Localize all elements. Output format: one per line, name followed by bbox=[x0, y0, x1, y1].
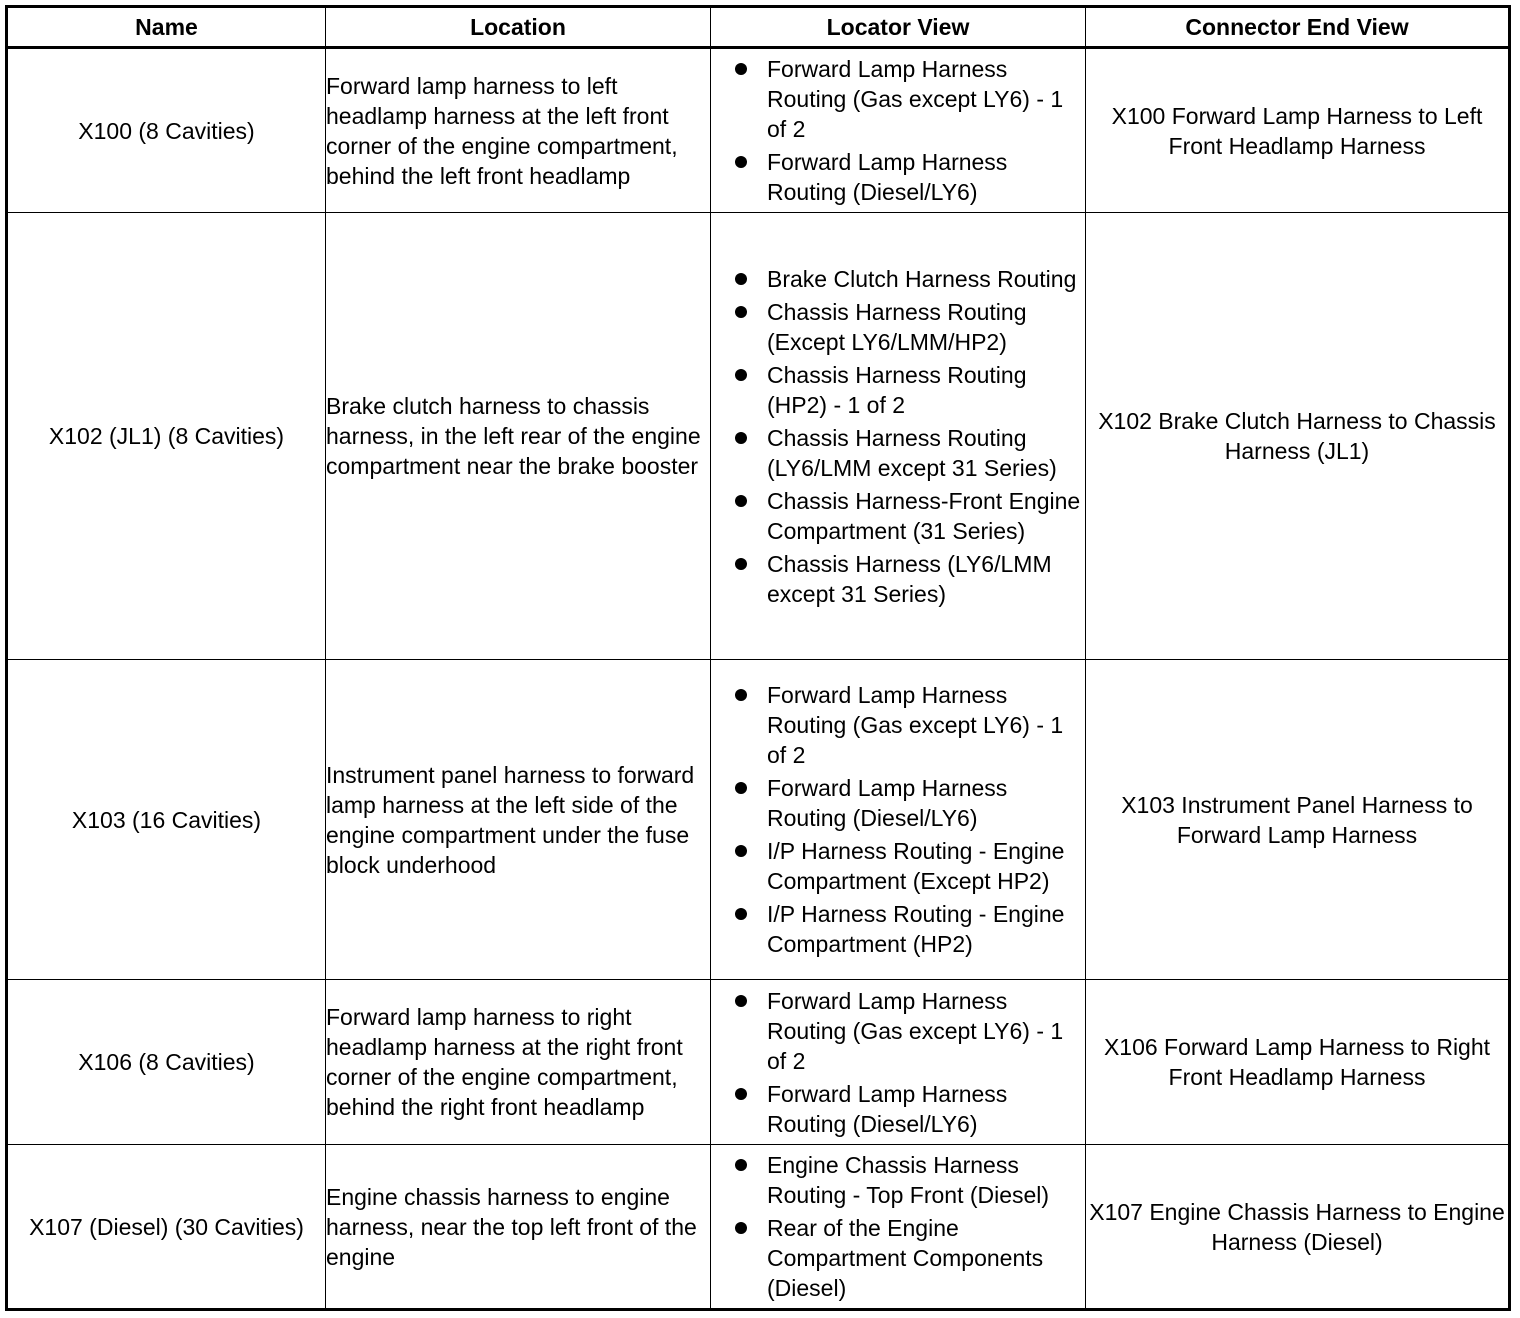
locator-view-cell bbox=[711, 660, 1086, 980]
locator-view-label: Brake Clutch Harness Routing bbox=[767, 265, 1077, 292]
locator-view-item[interactable] bbox=[711, 297, 1085, 357]
locator-view-item[interactable] bbox=[711, 773, 1085, 833]
connector-end-view[interactable]: X100 Forward Lamp Harness to Left Front Headlamp Harness bbox=[1086, 48, 1510, 213]
locator-view-item[interactable] bbox=[711, 680, 1085, 770]
locator-view-item[interactable] bbox=[711, 986, 1085, 1076]
header-name: Name bbox=[7, 7, 326, 48]
bullet-icon bbox=[735, 845, 747, 857]
bullet-icon bbox=[735, 156, 747, 168]
locator-view-cell bbox=[711, 980, 1086, 1145]
locator-view-cell bbox=[711, 48, 1086, 213]
bullet-icon bbox=[735, 1088, 747, 1100]
locator-view-label: Chassis Harness-Front Engine Compartment (31 Series) bbox=[767, 487, 1081, 544]
locator-view-label: Chassis Harness Routing (HP2) - 1 of 2 bbox=[767, 361, 1027, 418]
bullet-icon bbox=[735, 908, 747, 920]
bullet-icon bbox=[735, 558, 747, 570]
connector-table bbox=[5, 5, 1511, 1311]
bullet-icon bbox=[735, 369, 747, 381]
locator-view-item[interactable] bbox=[711, 1079, 1085, 1139]
connector-name: X100 (8 Cavities) bbox=[7, 48, 326, 213]
locator-view-label: Rear of the Engine Compartment Components (Diesel) bbox=[767, 1215, 1044, 1301]
locator-view-label: Chassis Harness Routing (Except LY6/LMM/HP2) bbox=[767, 298, 1027, 355]
connector-end-view[interactable]: X102 Brake Clutch Harness to Chassis Harness (JL1) bbox=[1086, 213, 1510, 660]
connector-name: X103 (16 Cavities) bbox=[7, 660, 326, 980]
locator-view-cell bbox=[711, 1145, 1086, 1310]
header-row bbox=[7, 7, 1510, 48]
locator-view-item[interactable] bbox=[711, 423, 1085, 483]
locator-view-cell bbox=[711, 213, 1086, 660]
locator-view-label: Forward Lamp Harness Routing (Diesel/LY6) bbox=[767, 1080, 1008, 1137]
locator-view-item[interactable] bbox=[711, 486, 1085, 546]
locator-view-list bbox=[711, 264, 1085, 609]
locator-view-label: Forward Lamp Harness Routing (Gas except LY6) - 1 of 2 bbox=[767, 682, 1064, 768]
locator-view-item[interactable] bbox=[711, 836, 1085, 896]
connector-end-view[interactable]: X107 Engine Chassis Harness to Engine Harness (Diesel) bbox=[1086, 1145, 1510, 1310]
locator-view-list bbox=[711, 1150, 1085, 1303]
connector-name: X107 (Diesel) (30 Cavities) bbox=[7, 1145, 326, 1310]
table-row bbox=[7, 213, 1510, 660]
locator-view-item[interactable] bbox=[711, 549, 1085, 609]
bullet-icon bbox=[735, 995, 747, 1007]
locator-view-item[interactable] bbox=[711, 147, 1085, 207]
header-connector-end-view: Connector End View bbox=[1086, 7, 1510, 48]
locator-view-label: Forward Lamp Harness Routing (Diesel/LY6) bbox=[767, 775, 1008, 831]
bullet-icon bbox=[735, 306, 747, 318]
connector-location: Instrument panel harness to forward lamp harness at the left side of the engine compartment under the fuse block underhood bbox=[326, 660, 711, 980]
bullet-icon bbox=[735, 782, 747, 794]
locator-view-label: Forward Lamp Harness Routing (Gas except LY6) - 1 of 2 bbox=[767, 56, 1064, 142]
bullet-icon bbox=[735, 495, 747, 507]
bullet-icon bbox=[735, 1159, 747, 1171]
table-row bbox=[7, 980, 1510, 1145]
connector-location: Engine chassis harness to engine harness, near the top left front of the engine bbox=[326, 1145, 711, 1310]
bullet-icon bbox=[735, 273, 747, 285]
locator-view-label: I/P Harness Routing - Engine Compartment (HP2) bbox=[767, 901, 1065, 957]
locator-view-item[interactable] bbox=[711, 54, 1085, 144]
locator-view-item[interactable] bbox=[711, 360, 1085, 420]
locator-view-label: Chassis Harness (LY6/LMM except 31 Series) bbox=[767, 550, 1052, 607]
header-location: Location bbox=[326, 7, 711, 48]
table-row bbox=[7, 48, 1510, 213]
locator-view-label: Chassis Harness Routing (LY6/LMM except 31 Series) bbox=[767, 424, 1057, 481]
locator-view-item[interactable] bbox=[711, 1150, 1085, 1210]
header-locator-view: Locator View bbox=[711, 7, 1086, 48]
connector-location: Brake clutch harness to chassis harness, in the left rear of the engine compartment near the brake booster bbox=[326, 213, 711, 660]
locator-view-label: Forward Lamp Harness Routing (Diesel/LY6) bbox=[767, 149, 1008, 205]
connector-location: Forward lamp harness to right headlamp harness at the right front corner of the engine compartment, behind the right front headlamp bbox=[326, 980, 711, 1145]
bullet-icon bbox=[735, 432, 747, 444]
bullet-icon bbox=[735, 63, 747, 75]
table-row bbox=[7, 660, 1510, 980]
locator-view-list bbox=[711, 54, 1085, 207]
connector-end-view[interactable]: X103 Instrument Panel Harness to Forward Lamp Harness bbox=[1086, 660, 1510, 980]
connector-location: Forward lamp harness to left headlamp harness at the left front corner of the engine compartment, behind the left front headlamp bbox=[326, 48, 711, 213]
locator-view-list bbox=[711, 680, 1085, 959]
connector-end-view[interactable]: X106 Forward Lamp Harness to Right Front Headlamp Harness bbox=[1086, 980, 1510, 1145]
connector-name: X102 (JL1) (8 Cavities) bbox=[7, 213, 326, 660]
bullet-icon bbox=[735, 689, 747, 701]
locator-view-label: Engine Chassis Harness Routing - Top Front (Diesel) bbox=[767, 1152, 1050, 1208]
locator-view-item[interactable] bbox=[711, 1213, 1085, 1303]
locator-view-item[interactable] bbox=[711, 899, 1085, 959]
locator-view-item[interactable] bbox=[711, 264, 1085, 294]
bullet-icon bbox=[735, 1222, 747, 1234]
table-row bbox=[7, 1145, 1510, 1310]
connector-name: X106 (8 Cavities) bbox=[7, 980, 326, 1145]
locator-view-label: I/P Harness Routing - Engine Compartment (Except HP2) bbox=[767, 838, 1065, 894]
locator-view-label: Forward Lamp Harness Routing (Gas except LY6) - 1 of 2 bbox=[767, 987, 1064, 1074]
locator-view-list bbox=[711, 986, 1085, 1139]
